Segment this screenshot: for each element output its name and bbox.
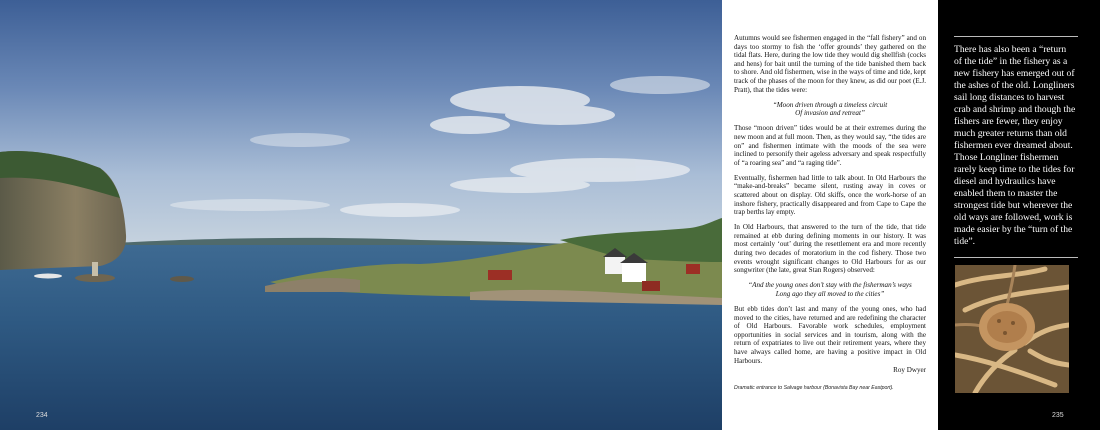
quote-rogers [734,281,926,298]
right-page-number: 235 [1052,412,1064,419]
crab-photo [955,265,1069,393]
article-body [734,34,926,374]
sidebar-top-rule [954,36,1078,37]
paragraph-ebb-tide: In Old Harbours, that answered to the turn of the tide, that tide remained at ebb during defining moments in our history. It was most certainly ‘out’ during the resettlement era and more recently during two decades of moratorium in the cod fishery. Those two events wrought significant changes to Old Harbours for as our songwriter (the late, great Stan Rogers) observed: [734,223,926,275]
text-column [722,0,938,430]
paragraph-return: But ebb tides don’t last and many of the young ones, who had moved to the cities, have returned and are redefining the character of Old Harbours. Favorable work schedules, employment opportunities in social services and in tourism, along with the return of expatriates to live out their retirement years, where they have always called home, are having a positive impact in Old Harbours. [734,305,926,365]
photo-caption: Dramatic entrance to Salvage harbour (Bonavista Bay near Eastport). [734,385,894,391]
paragraph-moon-tides: Those “moon driven” tides would be at their extremes during the new moon and at full moon. Then, as they would say, “the tides are on” and fishermen intimate with the moods of the sea were inclined to personify their ageless adversary and speak respectfully of “a roaring sea” and “a raging tide”. [734,124,926,167]
quote-pratt [734,101,926,118]
sidebar-text: There has also been a “return of the tide” in the fishery as a new fishery has emerged out of the ashes of the old. Longliners sail long distances to harvest crab and shrimp and though the fishers are fewer, they enjoy much greater returns than old fishermen ever dreamed about. Those Longliner fishermen rarely keep time to the tides for diesel and hydraulics have enabled them to master the strongest tide but wherever the old ways are followed, work is made easier by the “turn of the tide”. [954,44,1076,247]
left-page-number: 234 [36,412,48,419]
paragraph-make-and-breaks: Eventually, fishermen had little to talk about. In Old Harbours the “make-and-breaks” became silent, rusting away in coves or scattered about on display. Old skiffs, once the work-horse of an inshore fishery, practically disappeared and from Cape to Cape the trap berths lay empty. [734,173,926,217]
quote-pratt-line-1: “Moon driven through a timeless circuit [772,100,888,109]
author-signature: Roy Dwyer [893,365,926,374]
sidebar-bottom-rule [954,257,1078,258]
quote-rogers-line-2: Long ago they all moved to the cities” [775,289,885,298]
paragraph-fall-fishery: Autumns would see fishermen engaged in the “fall fishery” and on days too stormy to fish the ‘offer grounds’ they gathered on the tidal flats. Here, during the low tide they would dig shellfish (cocks and hens) for bait until the turning of the tide banished them back to shore. And old fishermen, wise in the ways of time and tide, kept track of the phases of the moon for they knew, as did our poet (E.J. Pratt), that the tides were: [734,34,926,94]
quote-rogers-line-1: “And the young ones don’t stay with the fisherman’s ways [748,281,912,290]
quote-pratt-line-2: Of invasion and retreat” [795,109,865,118]
sidebar-column [938,0,1100,430]
